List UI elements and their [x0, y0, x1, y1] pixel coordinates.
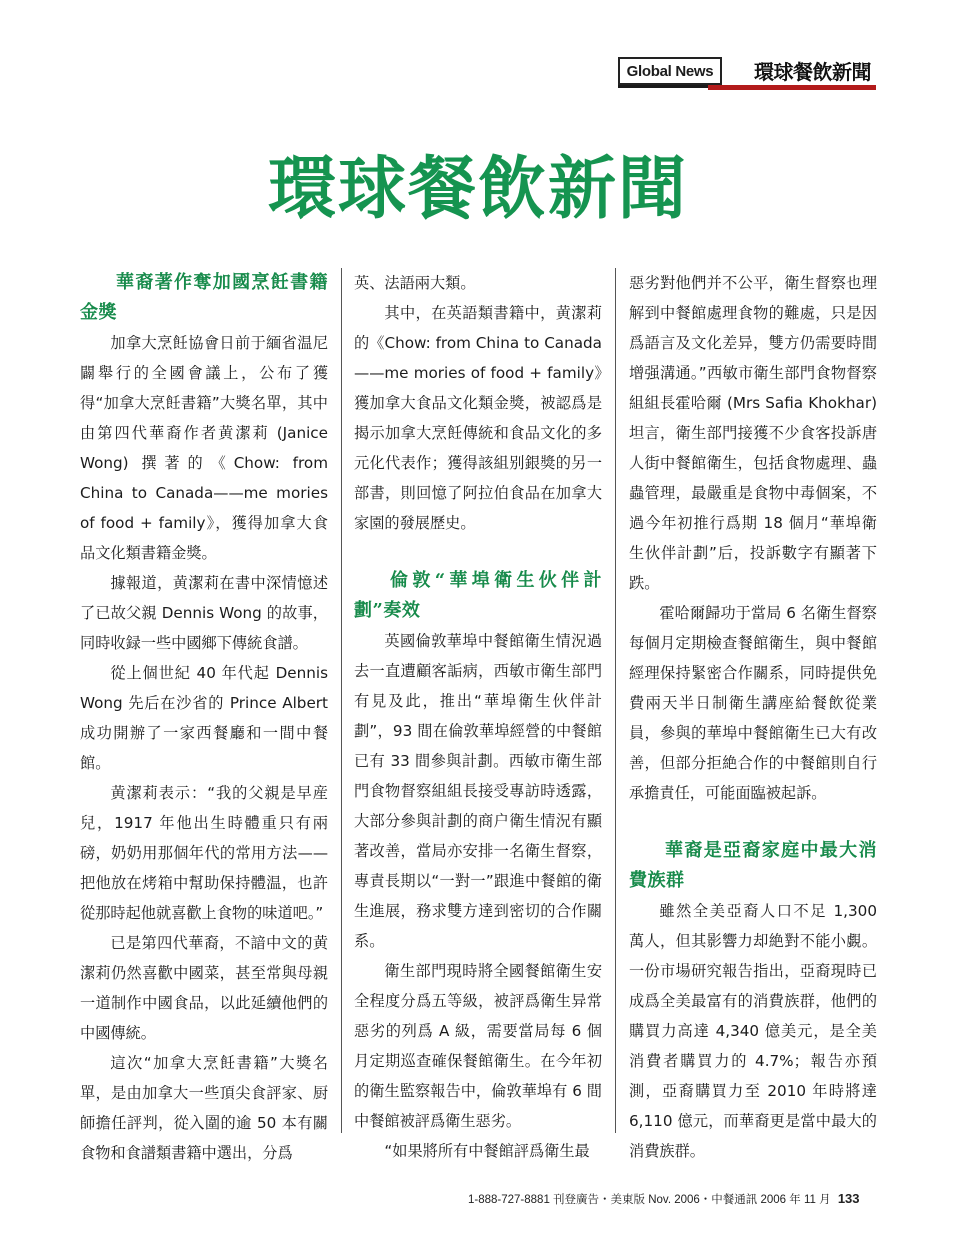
paragraph: 加拿大烹飪協會日前于緬省温尼闢舉行的全國會議上，公布了獲得“加拿大烹飪書籍”大獎名單，其中由第四代華裔作者黄潔莉 (Janice Wong) 撰著的《Chow: from China to Canada——me mories of food + family》，獲得加拿大食品文化類書籍金獎。 [80, 334, 328, 562]
paragraph: 英、法語兩大類。 [354, 274, 476, 292]
article-heading-award: 華裔著作奪加國烹飪書籍金獎 [80, 272, 328, 323]
page-number: 133 [837, 1191, 860, 1206]
column-divider [341, 268, 342, 1133]
article-heading-london: 倫敦“華埠衛生伙伴計劃”奏效 [354, 570, 602, 621]
section-title: 環球餐飲新聞 [754, 60, 871, 84]
column-divider [615, 268, 616, 1133]
article-column-3 [629, 268, 877, 1166]
paragraph: 其中，在英語類書籍中，黄潔莉的《Chow: from China to Canada——me mories of food + family》獲加拿大食品文化類金獎，被認爲是揭示加拿大烹飪傳統和食品文化的多元化代表作；獲得該組别銀獎的另一部書，則回憶了阿拉伯食品在加拿大家園的發展歷史。 [354, 304, 602, 532]
paragraph: 據報道，黄潔莉在書中深情憶述了已故父親 Dennis Wong 的故事，同時收録一些中國鄉下傳統食譜。 [80, 574, 328, 652]
page-title: 環球餐飲新聞 [267, 149, 688, 229]
header-accent-bar [708, 85, 876, 90]
footer-text: 1-888-727-8881 刊登廣告・美東版 Nov. 2006・中餐通訊 2006 年 11 月 [468, 1194, 831, 1206]
paragraph: 黄潔莉表示：“我的父親是早産兒，1917 年他出生時體重只有兩磅，奶奶用那個年代的常用方法——把他放在烤箱中幫助保持體温，也許從那時起他就喜歡上食物的味道吧。” [80, 784, 328, 922]
paragraph: 已是第四代華裔，不諳中文的黄潔莉仍然喜歡中國菜，甚至常與母親一道制作中國食品，以此延續他們的中國傳統。 [80, 934, 328, 1042]
page-footer [468, 1191, 860, 1207]
article-column-2 [354, 268, 602, 1166]
paragraph: 衛生部門現時將全國餐館衛生安全程度分爲五等級，被評爲衛生异常惡劣的列爲 A 級，需要當局每 6 個月定期巡查確保餐館衛生。在今年初的衛生監察報告中，倫敦華埠有 6 間中餐館被評爲衛生惡劣。 [354, 962, 602, 1130]
paragraph: 這次“加拿大烹飪書籍”大獎名單，是由加拿大一些頂尖食評家、厨師擔任評判，從入圍的逾 50 本有關食物和食譜類書籍中選出，分爲 [80, 1054, 328, 1162]
paragraph: 雖然全美亞裔人口不足 1,300 萬人，但其影響力却絶對不能小覷。一份市場研究報告指出，亞裔現時已成爲全美最富有的消費族群，他們的購買力高達 4,340 億美元，是全美消費者購買力的 4.7%；報告亦預測，亞裔購買力至 2010 年時將達 6,110 億元，而華裔更是當中最大的消費族群。 [629, 902, 877, 1160]
article-heading-consumers: 華裔是亞裔家庭中最大消費族群 [629, 840, 877, 891]
paragraph: 從上個世紀 40 年代起 Dennis Wong 先后在沙省的 Prince Albert 成功開辦了一家西餐廳和一間中餐館。 [80, 664, 328, 772]
paragraph: 惡劣對他們并不公平，衛生督察也理解到中餐館處理食物的難處，只是因爲語言及文化差异，雙方仍需要時間增强溝通。”西敏市衛生部門食物督察組組長霍哈爾 (Mrs Safia Khokhar) 坦言，衛生部門接獲不少食客投訴唐人街中餐館衛生，包括食物處理、蟲蟲管理，最嚴重是食物中毒個案，不過今年初推行爲期 18 個月“華埠衛生伙伴計劃”后，投訴數字有顯著下跌。 [629, 274, 877, 592]
paragraph: “如果將所有中餐館評爲衛生最 [384, 1142, 590, 1160]
section-tag: Global News [618, 57, 722, 85]
paragraph: 霍哈爾歸功于當局 6 名衛生督察每個月定期檢查餐館衛生，與中餐館經理保持緊密合作關系，同時提供免費兩天半日制衛生講座給餐飲從業員，參與的華埠中餐館衛生已大有改善，但部分拒絶合作的中餐館則自行承擔責任，可能面臨被起訴。 [629, 604, 877, 802]
paragraph: 英國倫敦華埠中餐館衛生情況過去一直遭顧客詬病，西敏市衛生部門有見及此，推出“華埠衛生伙伴計劃”，93 間在倫敦華埠經營的中餐館已有 33 間參與計劃。西敏市衛生部門食物督察組組長接受專訪時透露，大部分參與計劃的商户衛生情況有顯著改善，當局亦安排一名衛生督察，專責長期以“一對一”跟進中餐館的衛生進展，務求雙方達到密切的合作關系。 [354, 632, 602, 950]
article-column-1 [80, 268, 328, 1168]
